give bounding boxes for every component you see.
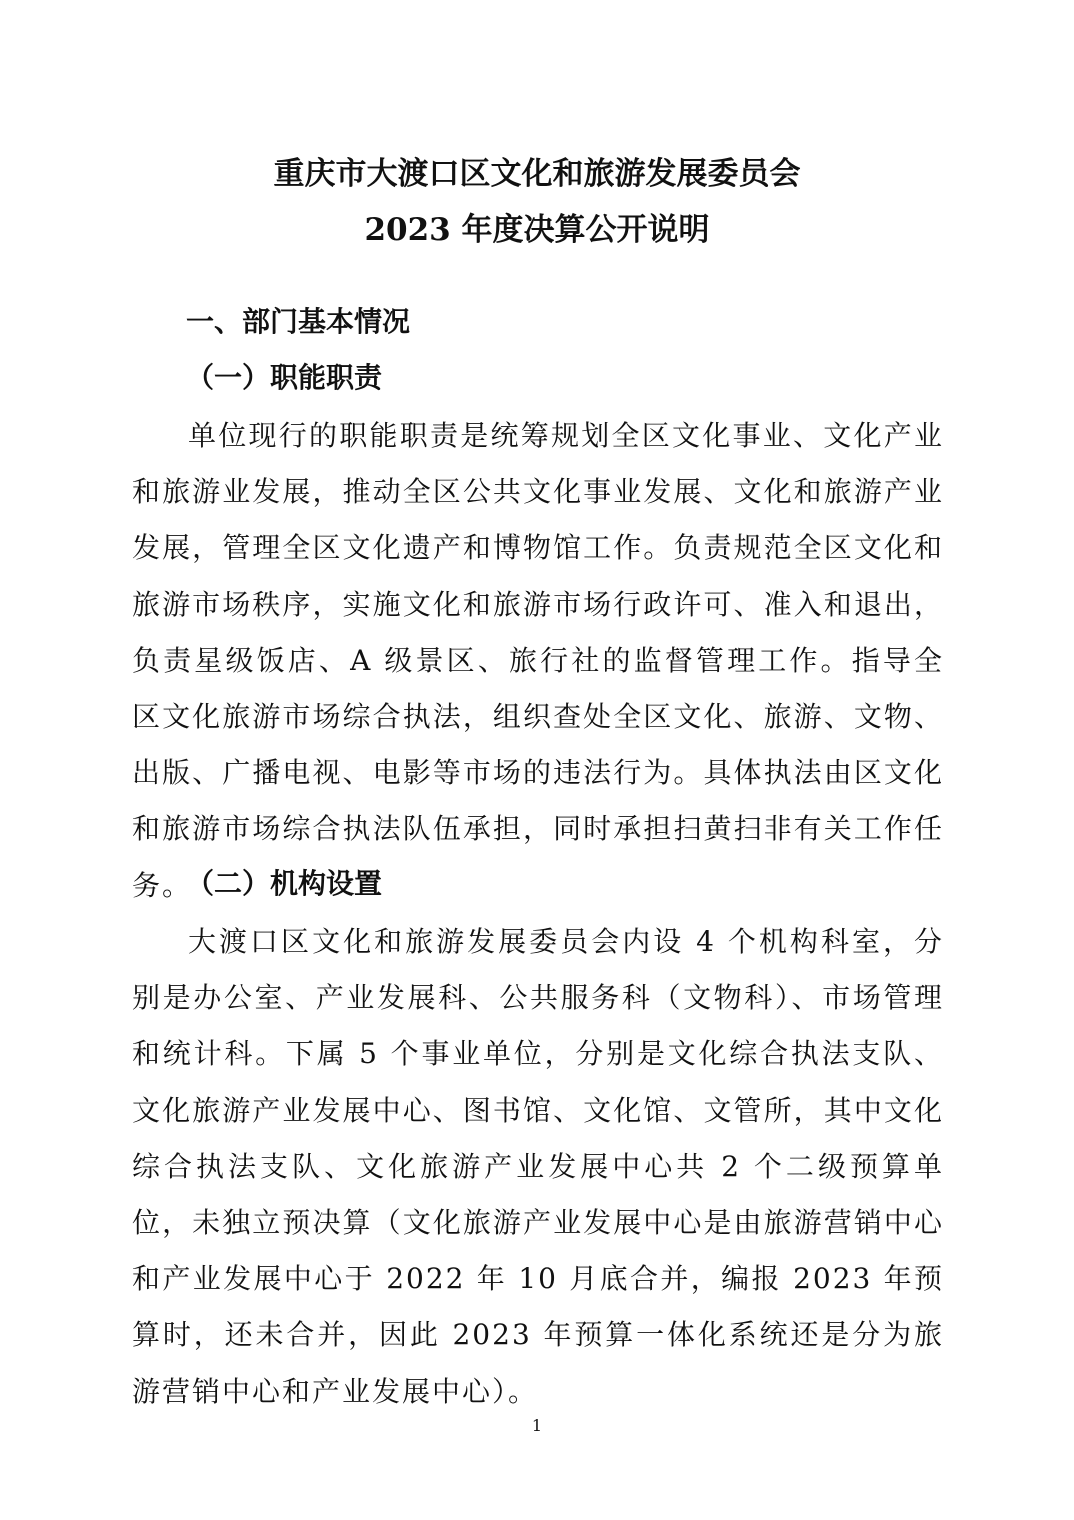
- section-heading-basic-info: 一、部门基本情况: [186, 305, 411, 338]
- subsection-heading-duties: （一）职能职责: [186, 361, 383, 394]
- paragraph-duties: 单位现行的职能职责是统筹规划全区文化事业、文化产业和旅游业发展，推动全区公共文化事业发展、文化和旅游产业发展，管理全区文化遗产和博物馆工作。负责规范全区文化和旅游市场秩序，实施文化和旅游市场行政许可、准入和退出，负责星级饭店、A 级景区、旅行社的监督管理工作。指导全区文化旅游市场综合执法，组织查处全区文化、旅游、文物、出版、广播电视、电影等市场的违法行为。具体执法由区文化和旅游市场综合执法队伍承担，同时承担扫黄扫非有关工作任务。: [132, 419, 944, 902]
- document-title-line1: 重庆市大渡口区文化和旅游发展委员会: [273, 156, 801, 192]
- document-title-line2: 2023 年度决算公开说明: [364, 212, 710, 248]
- paragraph-organization: 大渡口区文化和旅游发展委员会内设 4 个机构科室，分别是办公室、产业发展科、公共服务科（文物科）、市场管理和统计科。下属 5 个事业单位，分别是文化综合执法支队、文化旅游产业发展中心、图书馆、文化馆、文管所，其中文化综合执法支队、文化旅游产业发展中心共 2 个二级预算单位，未独立预决算（文化旅游产业发展中心是由旅游营销中心和产业发展中心于 2022 年 10 月底合并，编报 2023 年预算时，还未合并，因此 2023 年预算一体化系统还是分为旅游营销中心和产业发展中心）。: [132, 925, 944, 1408]
- page-number: 1: [531, 1416, 543, 1435]
- subsection-heading-organization: （二）机构设置: [186, 867, 383, 900]
